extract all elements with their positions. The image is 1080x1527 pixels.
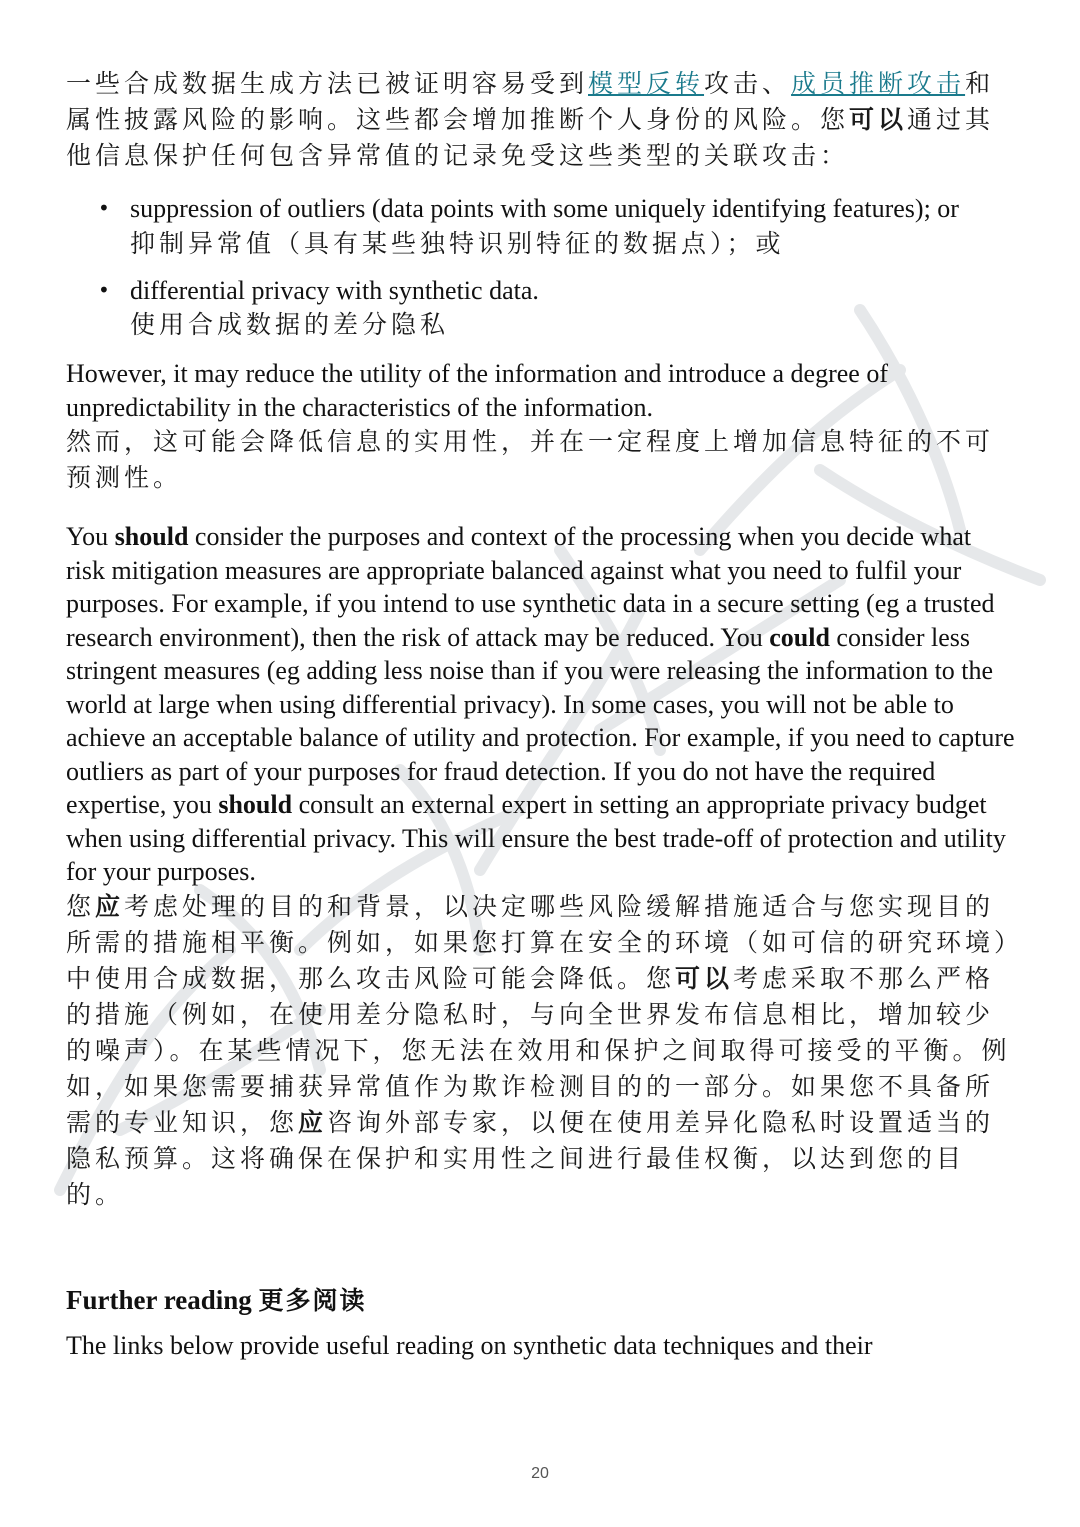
consider-cn-text: 咨询外部专家，以便在使用差异化隐私时设置适当的隐私预算。这将确保在保护和实用性之间进行最佳权衡，以达到您的目的。 [66, 1107, 995, 1209]
intro-paragraph-cn [66, 66, 1016, 174]
further-reading-heading-en: Further reading [66, 1284, 252, 1315]
consider-cn-text: 考虑采取不那么严格的措施（例如，在使用差分隐私时，与向全世界发布信息相比，增加较少的噪声）。在某些情况下，您无法在效用和保护之间取得可接受的平衡。例如，如果您需要捕获异常值作为欺诈检测目的的一部分。如果您不具备所需的专业知识，您 [66, 963, 1011, 1137]
bold-could-cn: 可以 [675, 963, 734, 993]
further-reading-text: The links below provide useful reading on synthetic data techniques and their [66, 1330, 873, 1360]
bullet-list [66, 192, 1016, 343]
consider-section [66, 520, 1016, 1213]
intro-text-continue: 和属性披露风险的影响。这些都会增加推断个人身份的风险。您 [66, 69, 995, 134]
however-section [66, 357, 1016, 496]
bullet-text-cn: 抑制异常值（具有某些独特识别特征的数据点）；或 [130, 228, 785, 258]
consider-cn-text: 您 [66, 891, 96, 921]
intro-bold-could: 可以 [849, 105, 908, 134]
consider-cn-text: 考虑处理的目的和背景，以决定哪些风险缓解措施适合与您实现目的所需的措施相平衡。例如，如果您打算在安全的环境（如可信的研究环境）中使用合成数据，那么攻击风险可能会降低。您 [66, 891, 1011, 993]
bullet-text-en: differential privacy with synthetic data. [130, 275, 539, 305]
consider-en-text: consult an external expert in setting an appropriate privacy budget when using differential privacy. This will ensure the best trade-off of protection and utility for your purposes. [66, 790, 1006, 886]
page-number: 20 [531, 1465, 549, 1482]
intro-text-middle: 攻击、 [704, 69, 792, 98]
list-item [66, 192, 1016, 262]
intro-text-end: 通过其他信息保护任何包含异常值的记录免受这些类型的关联攻击： [66, 105, 995, 170]
bold-could: could [769, 622, 830, 652]
consider-paragraph-en [66, 520, 1016, 889]
bullet-text-en: suppression of outliers (data points with some uniquely identifying features); or [130, 194, 959, 223]
membership-inference-link[interactable]: 成员推断攻击 [791, 69, 966, 98]
bold-should-cn: 应 [95, 891, 125, 921]
consider-en-text: consider less stringent measures (eg adding less noise than if you were releasing the information to the world at large when using differential privacy). In some cases, you will not be able to achieve an acceptable balance of utility and protection. For example, if you need to capture outliers as part of your purposes for fraud detection. If you do not have the required expertise, you [66, 622, 1015, 819]
bullet-text-cn: 使用合成数据的差分隐私 [130, 310, 450, 339]
consider-paragraph-cn [66, 889, 1016, 1213]
bold-should: should [114, 522, 189, 551]
list-item [66, 274, 1016, 344]
however-paragraph-cn: 然而，这可能会降低信息的实用性，并在一定程度上增加信息特征的不可预测性。 [66, 427, 995, 492]
further-reading-heading-cn: 更多阅读 [258, 1285, 367, 1315]
further-reading-heading [66, 1281, 1016, 1317]
model-inversion-link[interactable]: 模型反转 [588, 69, 705, 98]
bold-should: should [218, 790, 293, 819]
consider-en-text: consider the purposes and context of the processing when you decide what risk mitigation measures are appropriate balanced against what you need to fulfil your purposes. For example, if you intend to use synthetic data in a secure setting (eg a trusted research environment), then the risk of attack may be reduced. You [66, 522, 995, 652]
bullet-icon: • [98, 196, 110, 220]
consider-en-text: You [66, 522, 115, 551]
intro-text-start: 一些合成数据生成方法已被证明容易受到 [66, 69, 589, 98]
however-paragraph-en: However, it may reduce the utility of the information and introduce a degree of unpredictability in the characteristics of the information. [66, 359, 888, 422]
page-content [66, 66, 1016, 1362]
bullet-icon: • [98, 277, 110, 302]
bold-should-cn: 应 [298, 1107, 328, 1137]
